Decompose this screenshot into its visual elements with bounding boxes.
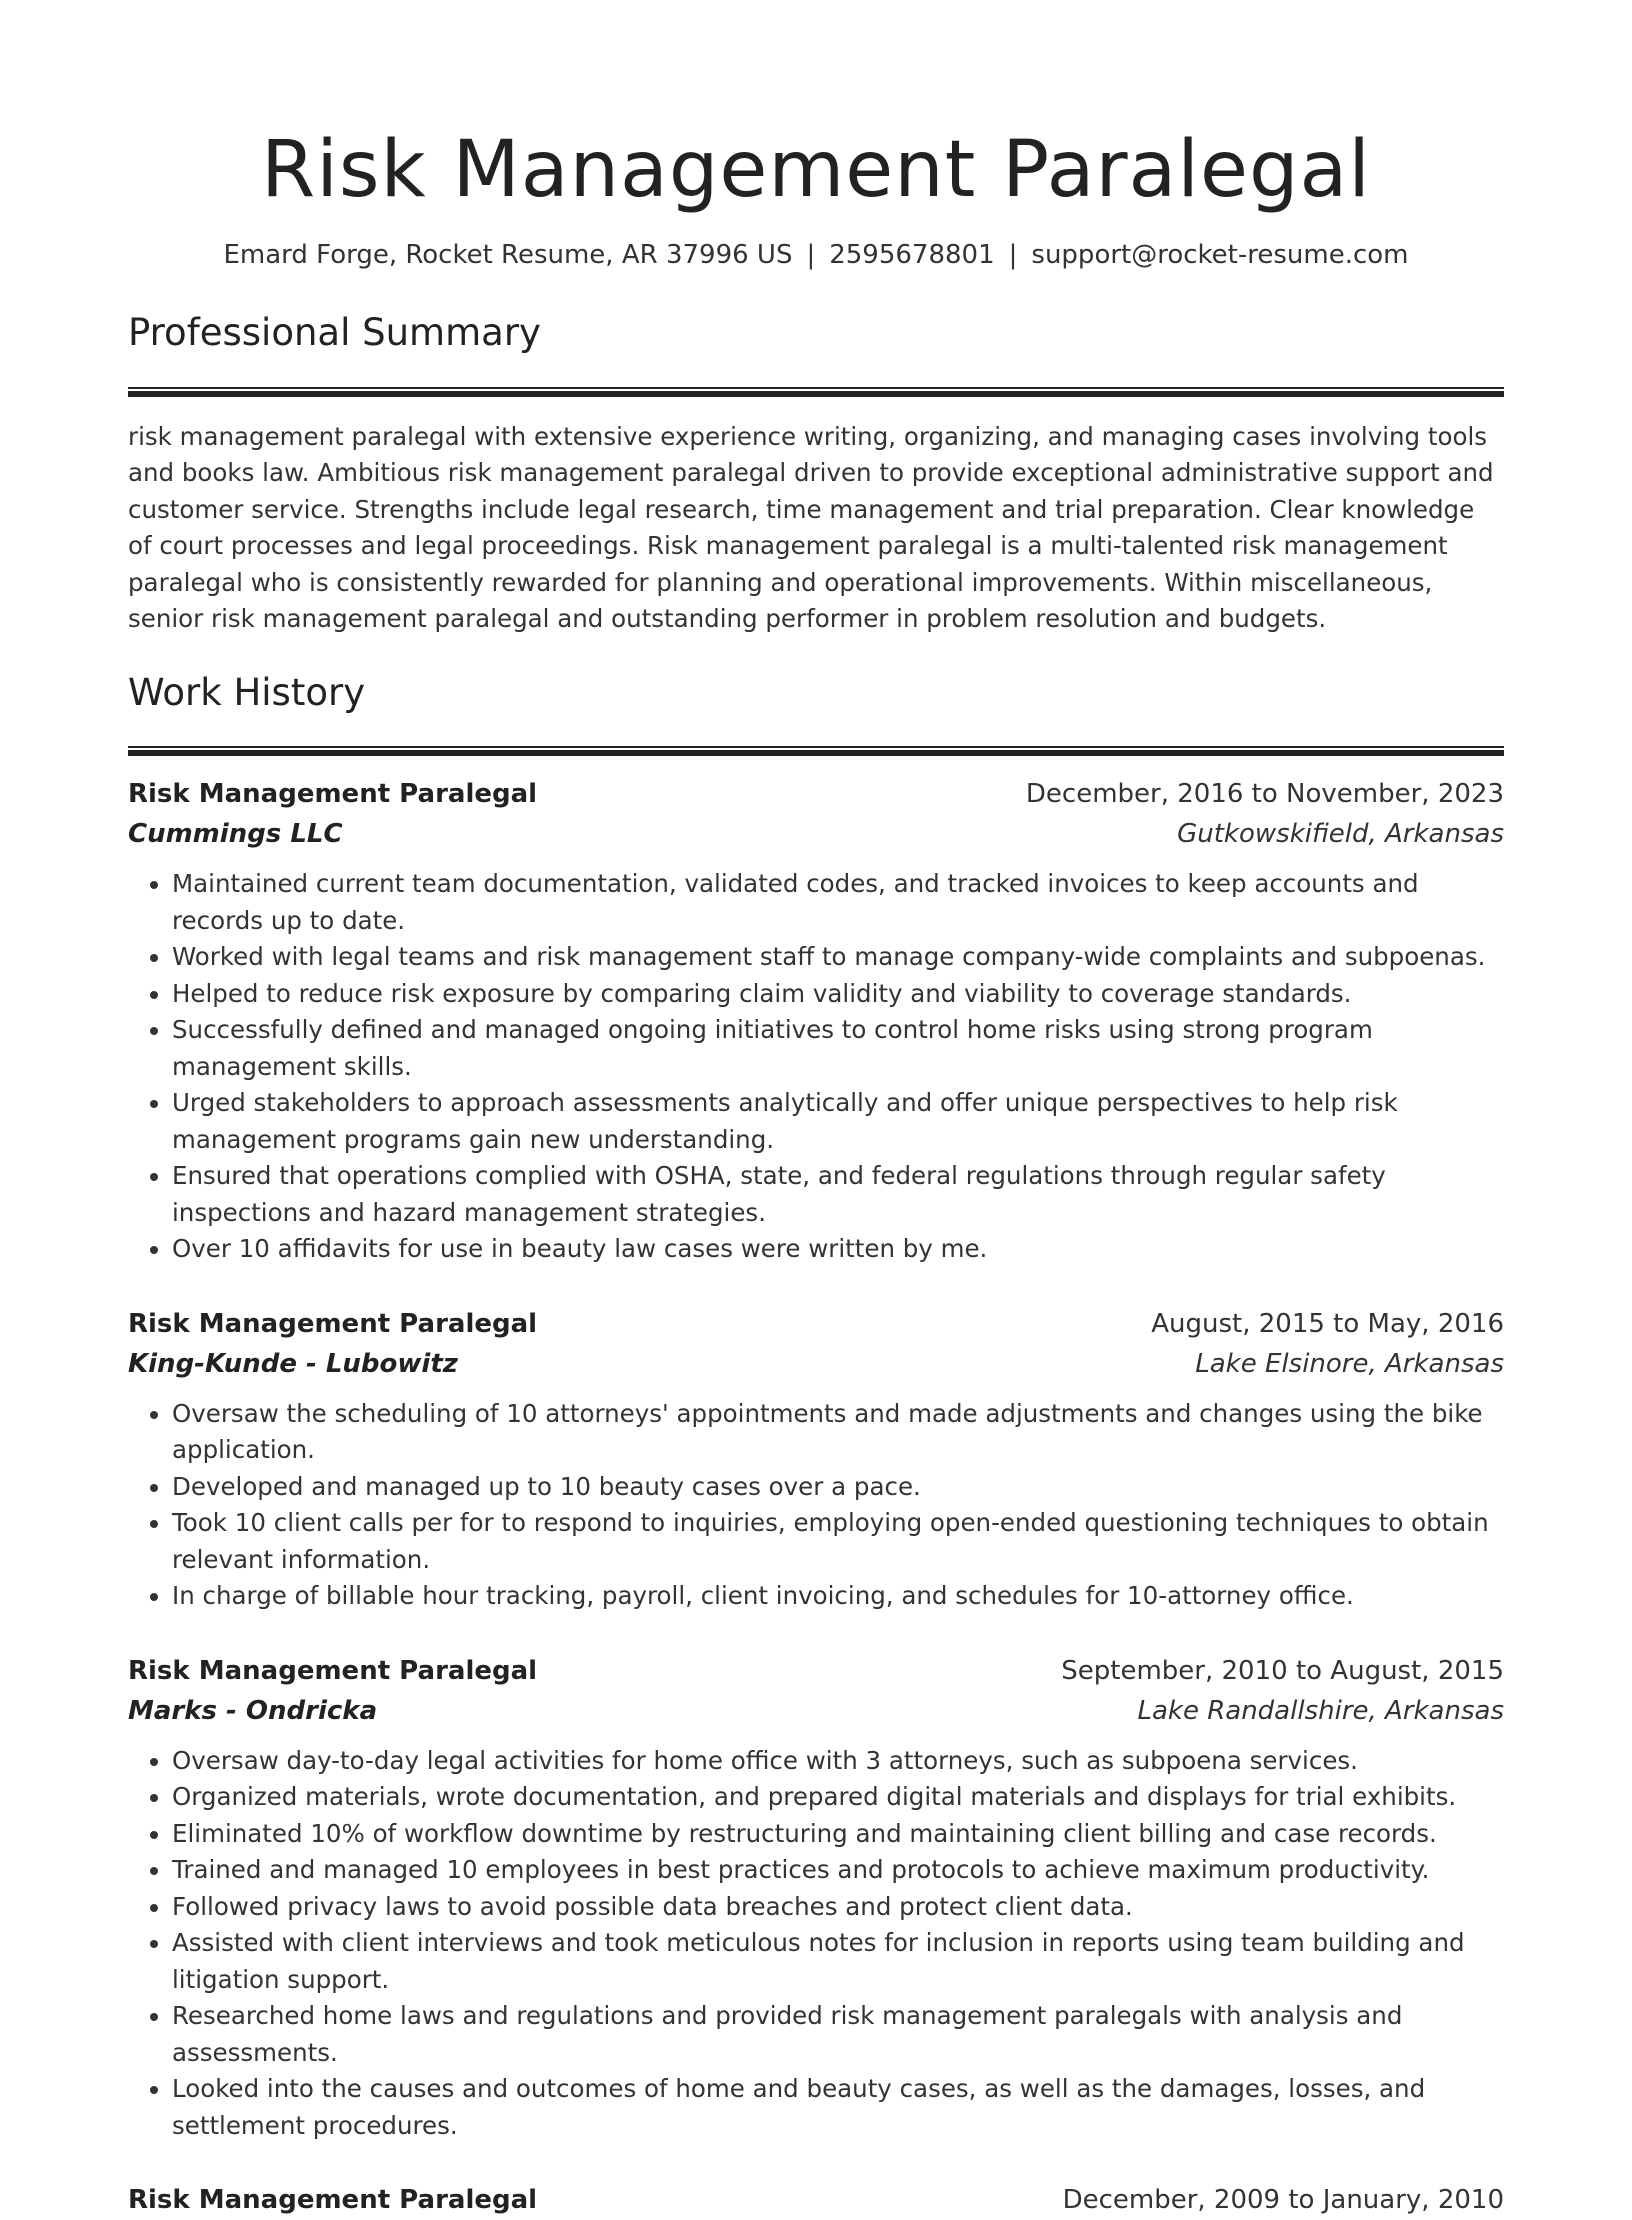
- job-entry: [128, 2180, 1504, 2220]
- job-company-row: [128, 1691, 1504, 1731]
- job-bullet: • Helped to reduce risk exposure by comparing claim validity and viability to coverage standards.: [172, 976, 1504, 1013]
- job-dates: September, 2010 to August, 2015: [1061, 1655, 1504, 1686]
- job-bullet: • Over 10 affidavits for use in beauty law cases were written by me.: [172, 1231, 1504, 1268]
- job-bullet: • Worked with legal teams and risk management staff to manage company-wide complaints and subpoenas.: [172, 939, 1504, 976]
- job-bullet: • Followed privacy laws to avoid possible data breaches and protect client data.: [172, 1889, 1504, 1926]
- section-divider: [128, 746, 1504, 756]
- section-heading-summary: Professional Summary: [128, 311, 541, 354]
- job-entry: [128, 1651, 1504, 2145]
- job-bullet: • Organized materials, wrote documentation, and prepared digital materials and displays for trial exhibits.: [172, 1779, 1504, 1816]
- contact-phone: 2595678801: [829, 240, 995, 270]
- job-dates: December, 2009 to January, 2010: [1062, 2185, 1504, 2216]
- job-entry: [128, 774, 1504, 1268]
- job-dates: December, 2016 to November, 2023: [1025, 779, 1504, 810]
- job-company: King-Kunde - Lubowitz: [128, 1348, 458, 1379]
- job-bullet: • Successfully defined and managed ongoing initiatives to control home risks using strong program management skills.: [172, 1012, 1504, 1085]
- job-title: Risk Management Paralegal: [128, 1655, 538, 1686]
- job-bullet: • Oversaw day-to-day legal activities for home office with 3 attorneys, such as subpoena services.: [172, 1743, 1504, 1780]
- job-header-row: [128, 2180, 1504, 2220]
- job-location: Lake Elsinore, Arkansas: [1195, 1348, 1504, 1379]
- job-header-row: [128, 1304, 1504, 1344]
- job-bullet-list: [128, 866, 1504, 1268]
- professional-summary-section: [128, 310, 1504, 638]
- job-bullet: • Eliminated 10% of workflow downtime by restructuring and maintaining client billing and case records.: [172, 1816, 1504, 1853]
- job-company: Cummings LLC: [128, 819, 343, 850]
- job-bullet: • Urged stakeholders to approach assessments analytically and offer unique perspectives to help risk management programs gain new understanding.: [172, 1085, 1504, 1158]
- job-header-row: [128, 774, 1504, 814]
- job-bullet: • Developed and managed up to 10 beauty cases over a pace.: [172, 1469, 1504, 1506]
- job-location: Gutkowskifield, Arkansas: [1177, 819, 1504, 850]
- job-entry: [128, 1304, 1504, 1615]
- job-bullet: • In charge of billable hour tracking, payroll, client invoicing, and schedules for 10-attorney office.: [172, 1578, 1504, 1615]
- section-heading-work-history: Work History: [128, 670, 366, 714]
- resume-title: Risk Management Paralegal: [261, 125, 1371, 215]
- job-bullet: • Trained and managed 10 employees in best practices and protocols to achieve maximum productivity.: [172, 1852, 1504, 1889]
- work-history-section: [128, 670, 1504, 2220]
- job-bullet-list: [128, 1743, 1504, 2145]
- contact-line: [128, 238, 1504, 272]
- job-title: Risk Management Paralegal: [128, 2185, 538, 2216]
- summary-text: risk management paralegal with extensive experience writing, organizing, and managing cases involving tools and books law. Ambitious risk management paralegal driven to provide exceptional administrative support and customer service. Strengths include legal research, time management and trial preparation. Clear knowledge of court processes and legal proceedings. Risk management paralegal is a multi-talented risk management paralegal who is consistently rewarded for planning and operational improvements. Within miscellaneous, senior risk management paralegal and outstanding performer in problem resolution and budgets.: [128, 421, 1494, 634]
- contact-separator: |: [806, 240, 816, 270]
- job-location: Lake Randallshire, Arkansas: [1137, 1695, 1504, 1726]
- job-bullet: • Ensured that operations complied with OSHA, state, and federal regulations through regular safety inspections and hazard management strategies.: [172, 1158, 1504, 1231]
- job-title: Risk Management Paralegal: [128, 1308, 538, 1339]
- job-bullet: • Researched home laws and regulations and provided risk management paralegals with analysis and assessments.: [172, 1998, 1504, 2071]
- section-divider: [128, 387, 1504, 397]
- job-list: [128, 774, 1504, 2220]
- job-company-row: [128, 1344, 1504, 1384]
- contact-address: Emard Forge, Rocket Resume, AR 37996 US: [223, 240, 793, 270]
- job-header-row: [128, 1651, 1504, 1691]
- job-bullet-list: [128, 1396, 1504, 1615]
- job-bullet: • Assisted with client interviews and took meticulous notes for inclusion in reports using team building and litigation support.: [172, 1925, 1504, 1998]
- job-bullet: • Oversaw the scheduling of 10 attorneys' appointments and made adjustments and changes using the bike application.: [172, 1396, 1504, 1469]
- job-dates: August, 2015 to May, 2016: [1151, 1308, 1504, 1339]
- job-bullet: • Maintained current team documentation, validated codes, and tracked invoices to keep accounts and records up to date.: [172, 866, 1504, 939]
- job-title: Risk Management Paralegal: [128, 779, 538, 810]
- job-company-row: [128, 814, 1504, 854]
- resume-page: [128, 0, 1504, 2220]
- job-company: Marks - Ondricka: [128, 1695, 378, 1726]
- contact-separator: |: [1008, 240, 1018, 270]
- job-bullet: • Took 10 client calls per for to respond to inquiries, employing open-ended questioning techniques to obtain relevant information.: [172, 1505, 1504, 1578]
- contact-email: support@rocket-resume.com: [1031, 240, 1409, 270]
- job-bullet: • Looked into the causes and outcomes of home and beauty cases, as well as the damages, losses, and settlement procedures.: [172, 2071, 1504, 2144]
